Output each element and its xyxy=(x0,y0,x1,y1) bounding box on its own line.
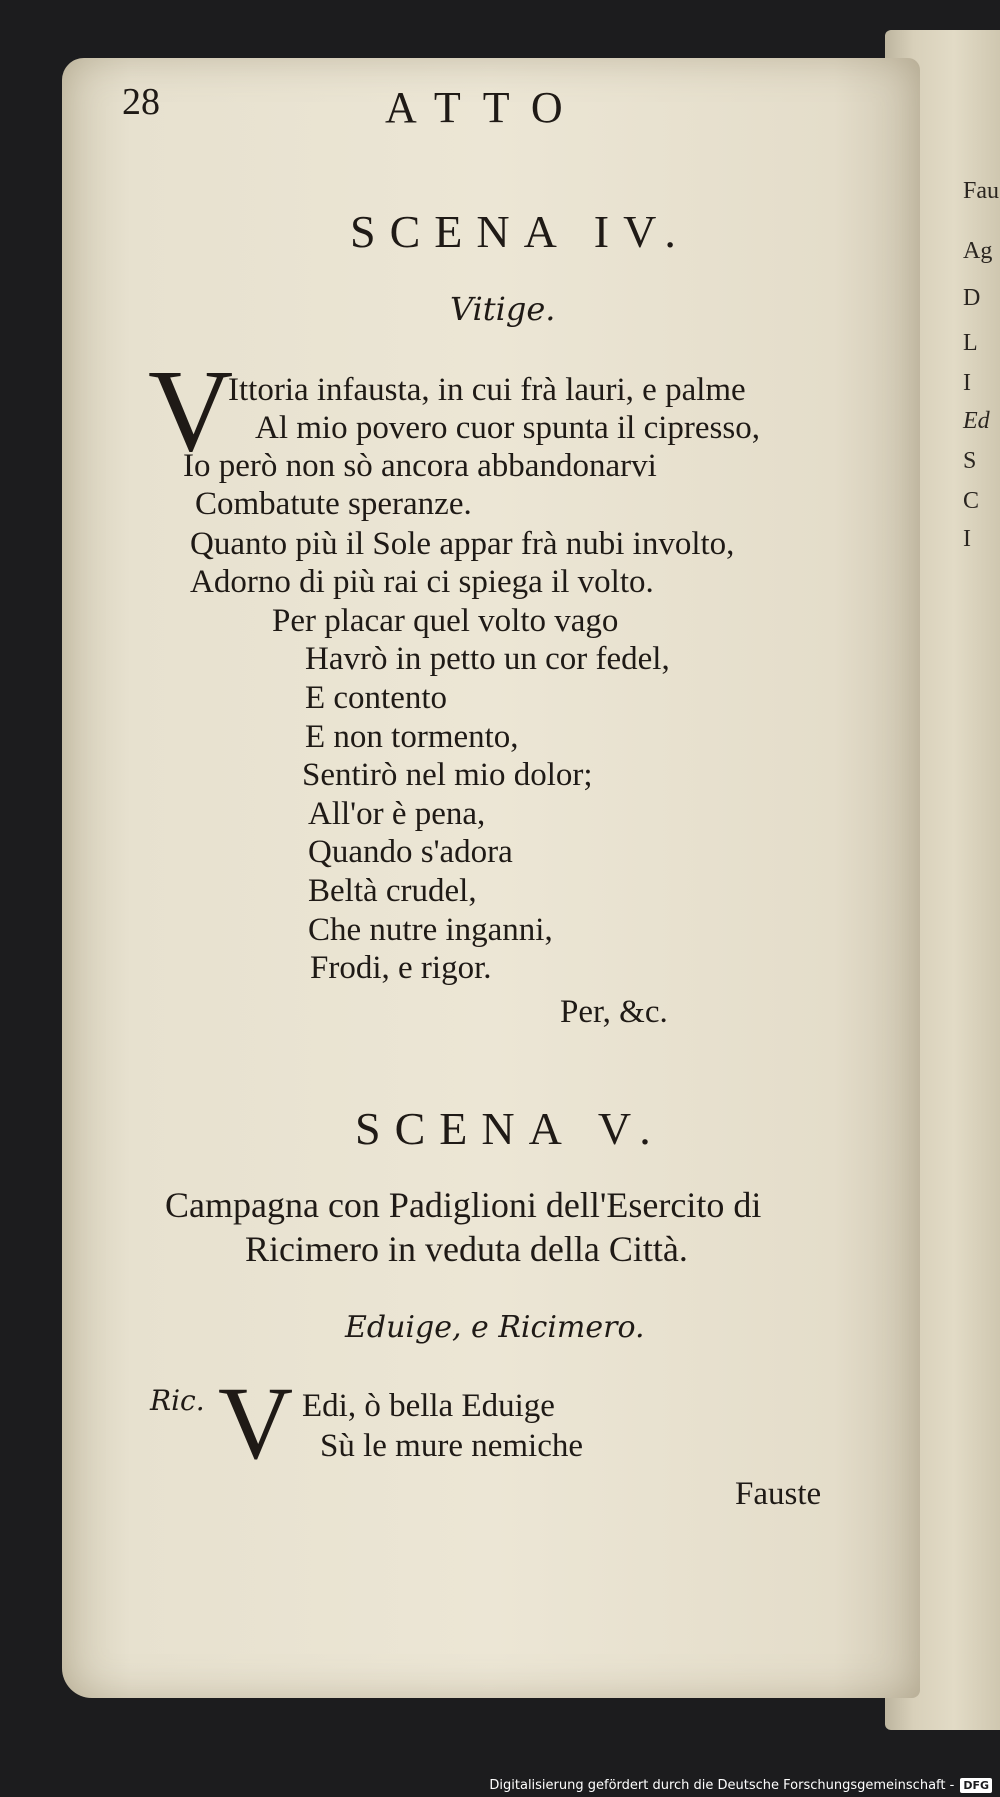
facing-page-fragment: D xyxy=(963,285,981,311)
verse-line: Sentirò nel mio dolor; xyxy=(302,757,593,793)
verse-line: Che nutre inganni, xyxy=(308,912,553,948)
facing-page-fragment: Fau xyxy=(963,178,999,204)
facing-page-fragment: Ed xyxy=(963,408,990,434)
digitization-credit xyxy=(489,1778,992,1793)
scene-setting-line: Campagna con Padiglioni dell'Esercito di xyxy=(165,1185,762,1225)
scene-5-characters: Eduige, e Ricimero. xyxy=(345,1310,645,1345)
verse-line: Quando s'adora xyxy=(308,834,513,870)
speaker-abbreviation: Ric. xyxy=(150,1384,205,1417)
credit-text: Digitalisierung gefördert durch die Deutsche Forschungsgemeinschaft - xyxy=(489,1778,955,1793)
facing-page-fragment: Ag xyxy=(963,238,993,264)
scene-5-drop-cap: V xyxy=(218,1366,294,1481)
scene-4-speaker: Vitige. xyxy=(450,290,556,328)
facing-page-fragment: S xyxy=(963,448,977,474)
facing-page-fragment: L xyxy=(963,330,978,356)
scene-4-title: SCENA IV. xyxy=(350,206,690,257)
verse-line: Adorno di più rai ci spiega il volto. xyxy=(190,564,654,600)
verse-line: Quanto più il Sole appar frà nubi involto, xyxy=(190,526,735,562)
dfg-logo: DFG xyxy=(960,1778,992,1793)
verse-line: Io però non sò ancora abbandonarvi xyxy=(183,448,657,484)
page-number: 28 xyxy=(122,81,160,123)
verse-line: Sù le mure nemiche xyxy=(320,1428,584,1464)
verse-line: Beltà crudel, xyxy=(308,873,477,909)
scene-setting-line: Ricimero in veduta della Città. xyxy=(245,1229,688,1269)
verse-line: Havrò in petto un cor fedel, xyxy=(305,641,670,677)
facing-page-fragment: I xyxy=(963,370,971,396)
verse-line: Edi, ò bella Eduige xyxy=(302,1388,555,1424)
verse-line: Ittoria infausta, in cui frà lauri, e palme xyxy=(228,372,746,408)
running-head: ATTO xyxy=(385,83,585,132)
verse-line: E contento xyxy=(305,680,448,716)
facing-page-fragment: C xyxy=(963,488,980,514)
scene-4-drop-cap: V xyxy=(148,345,234,476)
verse-line: E non tormento, xyxy=(305,719,519,755)
facing-page-fragment: I xyxy=(963,526,971,552)
verse-line: Al mio povero cuor spunta il cipresso, xyxy=(255,410,760,446)
verse-line: Combatute speranze. xyxy=(195,486,472,522)
catchword: Fauste xyxy=(735,1476,822,1512)
verse-line: All'or è pena, xyxy=(308,796,486,832)
verse-refrain: Per, &c. xyxy=(560,994,668,1030)
verse-line: Frodi, e rigor. xyxy=(310,950,492,986)
verse-line: Per placar quel volto vago xyxy=(272,603,619,639)
scene-5-title: SCENA V. xyxy=(355,1103,665,1154)
